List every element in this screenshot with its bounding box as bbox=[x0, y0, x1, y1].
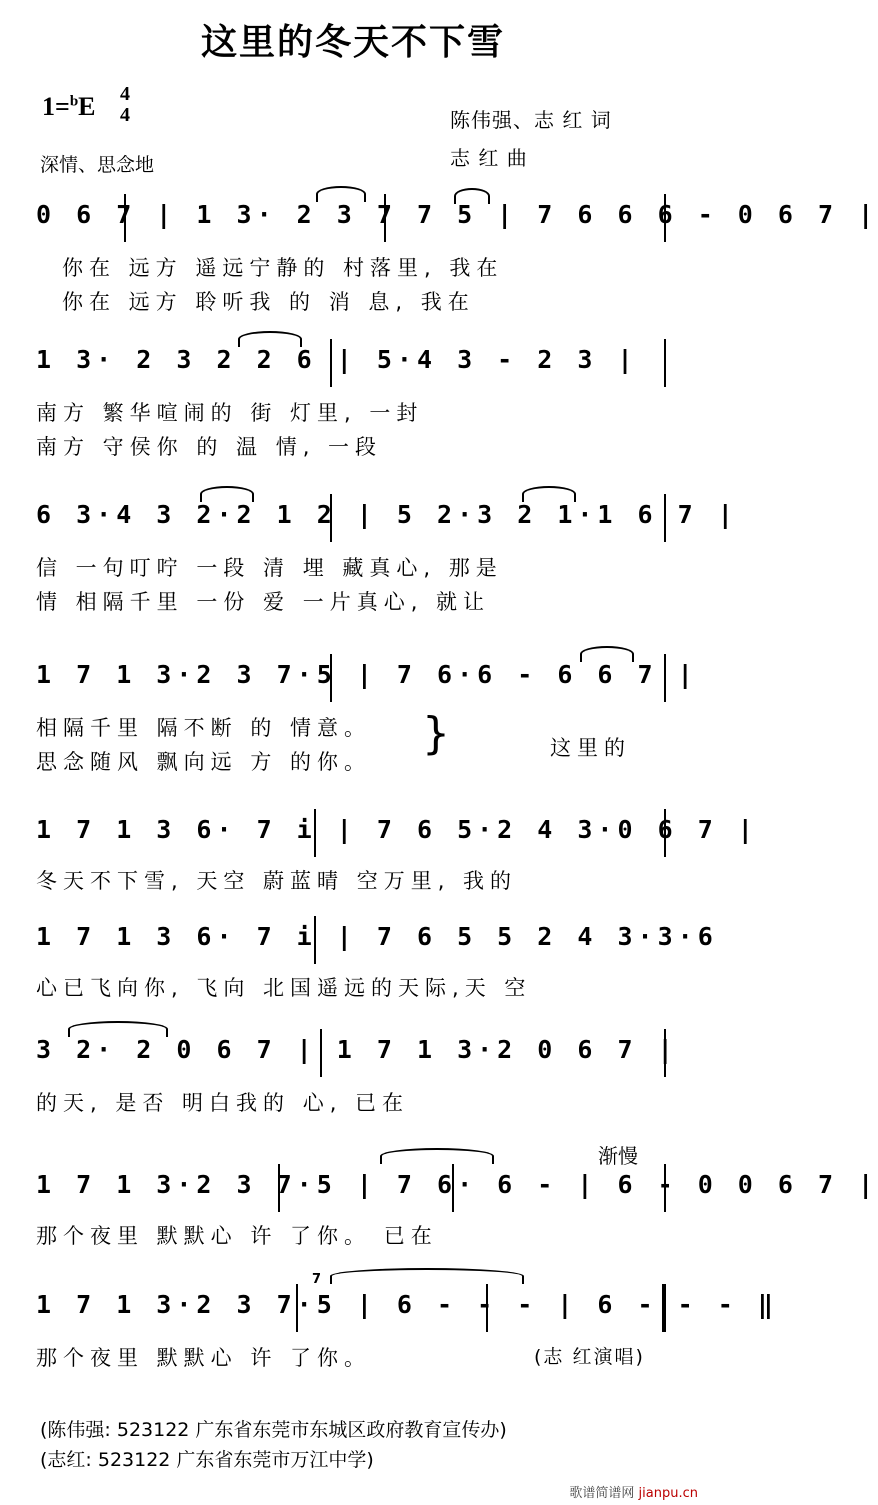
time-signature bbox=[120, 84, 130, 126]
flat-sign: b bbox=[69, 93, 79, 110]
watermark-link[interactable]: jianpu.cn bbox=[638, 1486, 698, 1501]
notation-line: 3 2· 2 0 6 7 | 1 7 1 3·2 0 6 7 | bbox=[36, 1035, 678, 1064]
notation-line: 1 7 1 3·2 3 7·5 | 6 - - - | 6 - - - ‖ bbox=[36, 1290, 778, 1319]
footer-contact-2: (志红: 523122 广东省东莞市万江中学) bbox=[40, 1449, 374, 1471]
song-title: 这里的冬天不下雪 bbox=[200, 22, 505, 63]
lyric-line-2: 思念随风 飘向远 方 的你。 bbox=[36, 750, 372, 774]
lyric-line-1: 的天, 是否 明白我的 心, 已在 bbox=[36, 1091, 410, 1115]
key-note: E bbox=[78, 92, 96, 121]
notation-line: 1 7 1 3 6· 7 i | 7 6 5·2 4 3·0 6 7 | bbox=[36, 815, 758, 844]
notation-line: 1 7 1 3·2 3 7·5 | 7 6·6 - 6 6 7 | bbox=[36, 660, 698, 689]
expression-mark: 深情、思念地 bbox=[40, 154, 155, 176]
grace-note: 7 bbox=[312, 1272, 322, 1287]
lyric-line-1: 信 一句叮咛 一段 清 埋 藏真心, 那是 bbox=[36, 556, 503, 580]
notation-line: 6 3·4 3 2·2 1 2 | 5 2·3 2 1·1 6 7 | bbox=[36, 500, 738, 529]
tie bbox=[330, 1268, 524, 1284]
performer-credit: (志 红演唱) bbox=[534, 1346, 645, 1368]
tie bbox=[380, 1148, 494, 1164]
lyricist-credit: 陈伟强、志 红 词 bbox=[450, 108, 612, 132]
chorus-lead: 这里的 bbox=[550, 736, 631, 760]
lyric-line-1: 心已飞向你, 飞向 北国遥远的天际,天 空 bbox=[36, 976, 532, 1000]
notation-line: 1 7 1 3·2 3 7·5 | 7 6· 6 - | 6 - 0 0 6 7 | bbox=[36, 1170, 878, 1199]
brace: } bbox=[422, 708, 450, 759]
lyric-line-1: 那个夜里 默默心 许 了你。 bbox=[36, 1346, 372, 1370]
lyric-line-1: 那个夜里 默默心 许 了你。 已在 bbox=[36, 1224, 438, 1248]
tempo-mark: 渐慢 bbox=[598, 1144, 638, 1168]
time-bottom: 4 bbox=[120, 104, 130, 126]
lyric-line-2: 你在 远方 聆听我 的 消 息, 我在 bbox=[62, 290, 475, 314]
lyric-line-1: 相隔千里 隔不断 的 情意。 bbox=[36, 716, 372, 740]
lyric-line-2: 情 相隔千里 一份 爱 一片真心, 就让 bbox=[36, 590, 491, 614]
key-signature bbox=[42, 92, 96, 122]
lyric-line-1: 南方 繁华喧闹的 街 灯里, 一封 bbox=[36, 401, 424, 425]
lyric-line-1: 冬天不下雪, 天空 蔚蓝晴 空万里, 我的 bbox=[36, 869, 518, 893]
notation-line: 0 6 7 | 1 3· 2 3 7 7 5 | 7 6 6 6 - 0 6 7 | bbox=[36, 200, 878, 229]
footer-contact-1: (陈伟强: 523122 广东省东莞市东城区政府教育宣传办) bbox=[40, 1419, 507, 1441]
barline bbox=[664, 339, 666, 387]
key-label: 1= bbox=[42, 92, 70, 121]
watermark bbox=[569, 1482, 698, 1501]
lyric-line-2: 南方 守侯你 的 温 情, 一段 bbox=[36, 435, 383, 459]
watermark-label: 歌谱简谱网 bbox=[569, 1486, 635, 1501]
time-top: 4 bbox=[120, 83, 130, 105]
composer-credit: 志 红 曲 bbox=[450, 146, 528, 170]
notation-line: 1 7 1 3 6· 7 i | 7 6 5 5 2 4 3·3·6 bbox=[36, 922, 718, 951]
lyric-line-1: 你在 远方 遥远宁静的 村落里, 我在 bbox=[62, 256, 504, 280]
notation-line: 1 3· 2 3 2 2 6 | 5·4 3 - 2 3 | bbox=[36, 345, 638, 374]
